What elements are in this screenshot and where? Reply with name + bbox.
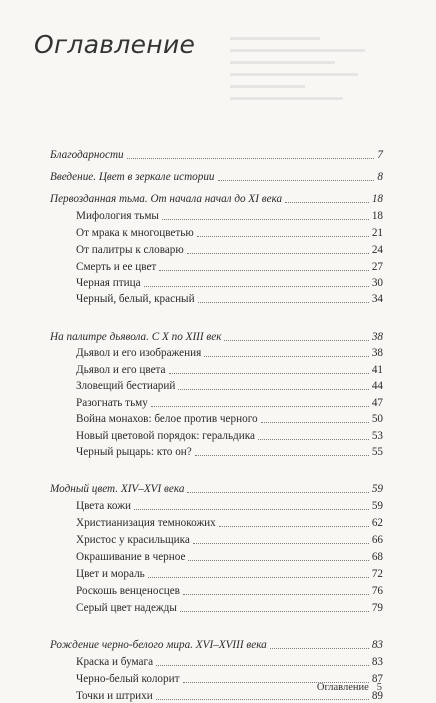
toc-entry-title: Дьявол и его изображения: [76, 347, 202, 359]
toc-section-entry[interactable]: [76, 531, 383, 547]
toc-entry-title: Новый цветовой порядок: геральдика: [76, 430, 255, 442]
toc-section-entry[interactable]: [76, 224, 383, 240]
dot-leader: [156, 664, 369, 666]
dot-leader: [198, 301, 369, 303]
toc-entry-title: Благодарности: [50, 149, 124, 161]
dot-leader: [178, 388, 368, 390]
dot-leader: [144, 285, 369, 287]
page-title: Оглавление: [34, 30, 196, 59]
toc-page-number: 21: [371, 227, 383, 239]
toc-chapter-entry[interactable]: [50, 146, 383, 162]
toc-entry-title: Черный рыцарь: кто он?: [76, 446, 192, 458]
footer-page-number: 5: [376, 682, 382, 693]
toc-page-number: 8: [377, 171, 383, 183]
toc-entry-title: Серый цвет надежды: [76, 602, 177, 614]
toc-page-number: 38: [371, 347, 383, 359]
toc-page-number: 53: [371, 430, 383, 442]
toc-entry-title: Черная птица: [76, 277, 141, 289]
toc-section-entry[interactable]: [76, 274, 383, 290]
toc-page-number: 18: [371, 193, 383, 205]
page-footer: [300, 682, 382, 693]
dot-leader: [197, 235, 369, 237]
toc-page-number: 18: [371, 210, 383, 222]
toc-page-number: 68: [371, 551, 383, 563]
dot-leader: [159, 269, 369, 271]
toc-entry-title: От палитры к словарю: [76, 244, 184, 256]
dot-leader: [187, 252, 369, 254]
toc-section-entry[interactable]: [76, 290, 383, 306]
toc-chapter-entry[interactable]: [50, 168, 383, 184]
toc-entry-title: Черно-белый колорит: [76, 673, 180, 685]
dot-leader: [285, 201, 369, 203]
toc-entry-title: Краска и бумага: [76, 656, 154, 668]
toc-entry-title: Модный цвет. XIV–XVI века: [50, 483, 185, 495]
toc-page-number: 44: [371, 380, 383, 392]
toc-page-number: 27: [371, 261, 383, 273]
toc-section-entry[interactable]: [76, 241, 383, 257]
toc-entry-title: Первозданная тьма. От начала начал до XI века: [50, 193, 283, 205]
toc-page-number: 7: [377, 149, 383, 161]
dot-leader: [183, 593, 369, 595]
toc-page-number: 38: [371, 331, 383, 343]
toc-section-entry[interactable]: [76, 582, 383, 598]
dot-leader: [187, 491, 368, 493]
dot-leader: [151, 405, 369, 407]
dot-leader: [148, 576, 369, 578]
dot-leader: [204, 355, 369, 357]
toc-section-entry[interactable]: [76, 653, 383, 669]
toc-section-entry[interactable]: [76, 497, 383, 513]
toc-section-entry[interactable]: [76, 377, 383, 393]
toc-section-entry[interactable]: [76, 410, 383, 426]
toc-entry-title: Христос у красильщика: [76, 534, 190, 546]
toc-entry-title: Точки и штрихи: [76, 690, 153, 702]
toc-page-number: 50: [371, 413, 383, 425]
toc-page-number: 55: [371, 446, 383, 458]
toc-page-number: 83: [371, 639, 383, 651]
toc-entry-title: Введение. Цвет в зеркале истории: [50, 171, 215, 183]
toc-page-number: 76: [371, 585, 383, 597]
dot-leader: [188, 559, 368, 561]
toc-page-number: 59: [371, 500, 383, 512]
dot-leader: [218, 179, 375, 181]
toc-page-number: 87: [371, 673, 383, 685]
toc-section-entry[interactable]: [76, 258, 383, 274]
toc-page-number: 83: [371, 656, 383, 668]
toc-entry-title: Роскошь венценосцев: [76, 585, 180, 597]
toc-entry-title: Окрашивание в черное: [76, 551, 186, 563]
toc-page-number: 79: [371, 602, 383, 614]
dot-leader: [219, 525, 369, 527]
toc-entry-title: Цвета кожи: [76, 500, 131, 512]
toc-chapter-entry[interactable]: [50, 636, 383, 652]
toc-section-entry[interactable]: [76, 514, 383, 530]
toc-entry-title: От мрака к многоцветью: [76, 227, 194, 239]
dot-leader: [261, 421, 369, 423]
toc-chapter-entry[interactable]: [50, 328, 383, 344]
toc-section-entry[interactable]: [76, 394, 383, 410]
toc-entry-title: На палитре дьявола. С X по XIII век: [50, 331, 222, 343]
toc-section-entry[interactable]: [76, 207, 383, 223]
dot-leader: [180, 610, 369, 612]
toc-page-number: 47: [371, 397, 383, 409]
dot-leader: [193, 542, 369, 544]
toc-page-number: 62: [371, 517, 383, 529]
toc-entry-title: Цвет и мораль: [76, 568, 145, 580]
toc-entry-title: Разогнать тьму: [76, 397, 148, 409]
dot-leader: [224, 339, 368, 341]
toc-page-number: 72: [371, 568, 383, 580]
dot-leader: [270, 647, 369, 649]
toc-chapter-entry[interactable]: [50, 480, 383, 496]
toc-entry-title: Мифология тьмы: [76, 210, 159, 222]
toc-section-entry[interactable]: [76, 344, 383, 360]
dot-leader: [134, 508, 369, 510]
footer-section-label: Оглавление: [316, 682, 369, 693]
toc-entry-title: Смерть и ее цвет: [76, 261, 157, 273]
toc-section-entry[interactable]: [76, 599, 383, 615]
toc-page-number: 66: [371, 534, 383, 546]
dot-leader: [195, 454, 369, 456]
toc-entry-title: Дьявол и его цвета: [76, 364, 166, 376]
toc-section-entry[interactable]: [76, 565, 383, 581]
dot-leader: [127, 157, 375, 159]
dot-leader: [162, 218, 369, 220]
dot-leader: [169, 372, 369, 374]
toc-page-number: 34: [371, 293, 383, 305]
toc-section-entry[interactable]: [76, 548, 383, 564]
toc-page-number: 24: [371, 244, 383, 256]
toc-section-entry[interactable]: [76, 427, 383, 443]
toc-entry-title: Война монахов: белое против черного: [76, 413, 258, 425]
dot-leader: [258, 438, 369, 440]
toc-page-number: 41: [371, 364, 383, 376]
toc-entry-title: Рождение черно-белого мира. XVI–XVIII века: [50, 639, 267, 651]
toc-page-number: 30: [371, 277, 383, 289]
toc-entry-title: Христианизация темнокожих: [76, 517, 216, 529]
toc-entry-title: Зловещий бестиарий: [76, 380, 176, 392]
toc-page-number: 59: [371, 483, 383, 495]
toc-page-number: 89: [371, 690, 383, 702]
toc-entry-title: Черный, белый, красный: [76, 293, 195, 305]
toc-section-entry[interactable]: [76, 361, 383, 377]
toc-chapter-entry[interactable]: [50, 190, 383, 206]
toc-section-entry[interactable]: [76, 443, 383, 459]
